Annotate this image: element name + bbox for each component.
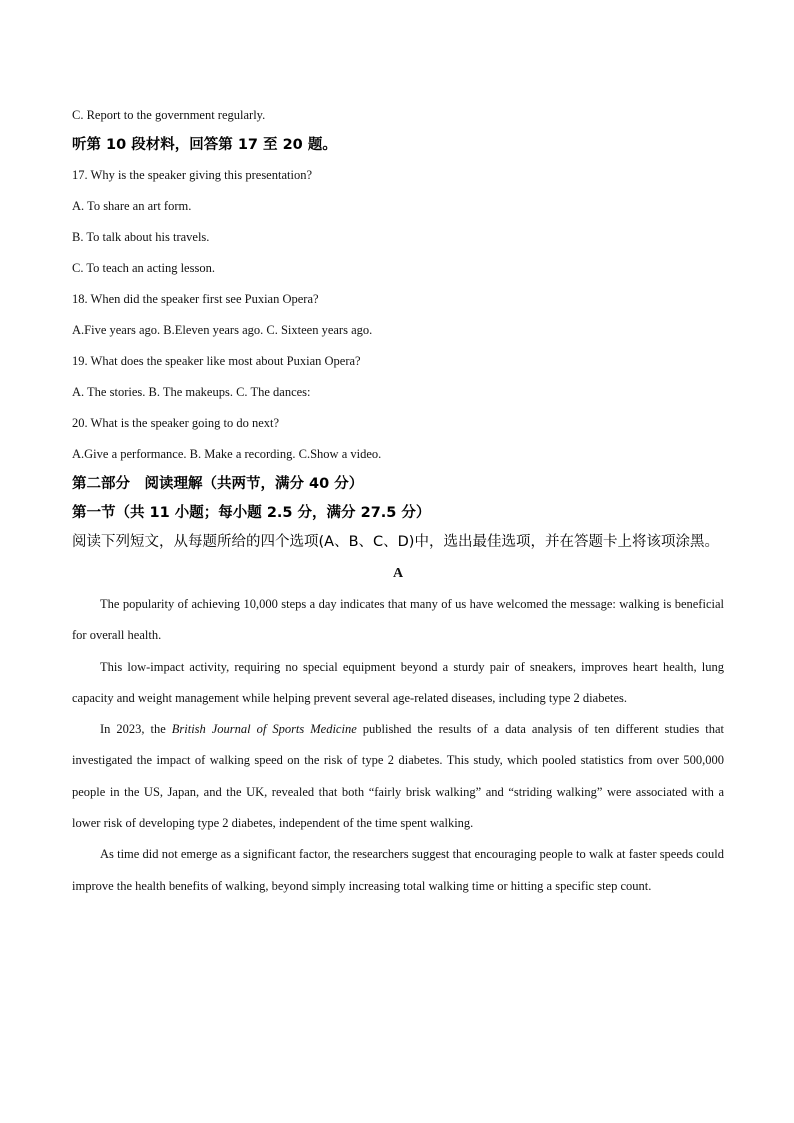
instruction-text10: 听第 10 段材料，回答第 17 至 20 题。	[72, 137, 337, 153]
q16-option-c: C. Report to the government regularly.	[72, 108, 266, 122]
exam-page	[72, 100, 724, 902]
passage-a-paragraph-3	[72, 714, 724, 839]
q17-option-c: C. To teach an acting lesson.	[72, 261, 215, 275]
q20-question: 20. What is the speaker going to do next?	[72, 416, 280, 430]
q18-question: 18. When did the speaker first see Puxian Opera?	[72, 292, 319, 306]
q19-options: A. The stories. B. The makeups. C. The dances:	[72, 385, 311, 399]
reading-part-title: 第二部分 阅读理解（共两节，满分 40 分）	[72, 476, 364, 492]
q20-options: A.Give a performance. B. Make a recording. C.Show a video.	[72, 447, 382, 461]
q17-option-a: A. To share an art form.	[72, 199, 192, 213]
q17-option-b: B. To talk about his travels.	[72, 230, 210, 244]
passage-a-paragraph-2: This low-impact activity, requiring no special equipment beyond a sturdy pair of sneakers, improves heart health, lung capacity and weight management while helping prevent several age-related diseases, including type 2 diabetes.	[72, 659, 724, 705]
passage-a-paragraph-4: As time did not emerge as a significant factor, the researchers suggest that encouraging people to walk at faster speeds could improve the health benefits of walking, beyond simply increasing total walking time or hitting a specific step count.	[72, 847, 724, 893]
paragraph-3-intro: In 2023, the	[100, 722, 172, 737]
q18-options: A.Five years ago. B.Eleven years ago. C. Sixteen years ago.	[72, 323, 373, 337]
reading-instruction: 阅读下列短文，从每题所给的四个选项(A、B、C、D)中，选出最佳选项，并在答题卡上将该项涂黑。	[72, 534, 719, 550]
passage-a-paragraph-1: The popularity of achieving 10,000 steps a day indicates that many of us have welcomed the message: walking is beneficial for overall health.	[72, 597, 724, 643]
paragraph-3-body: published the results of a data analysis of ten different studies that investigated the impact of walking speed on the risk of type 2 diabetes. This study, which pooled statistics from over 500,000 people in the US, Japan, and the UK, revealed that both “fairly brisk walking” and “striding walking” were associated with a lower risk of developing type 2 diabetes, independent of the time spent walking.	[72, 722, 724, 831]
q19-question: 19. What does the speaker like most about Puxian Opera?	[72, 354, 361, 368]
passage-a-label: A	[392, 566, 404, 581]
reading-section-title: 第一节（共 11 小题；每小题 2.5 分，满分 27.5 分）	[72, 505, 431, 521]
journal-title: British Journal of Sports Medicine	[171, 722, 357, 737]
q17-question: 17. Why is the speaker giving this presentation?	[72, 168, 312, 182]
